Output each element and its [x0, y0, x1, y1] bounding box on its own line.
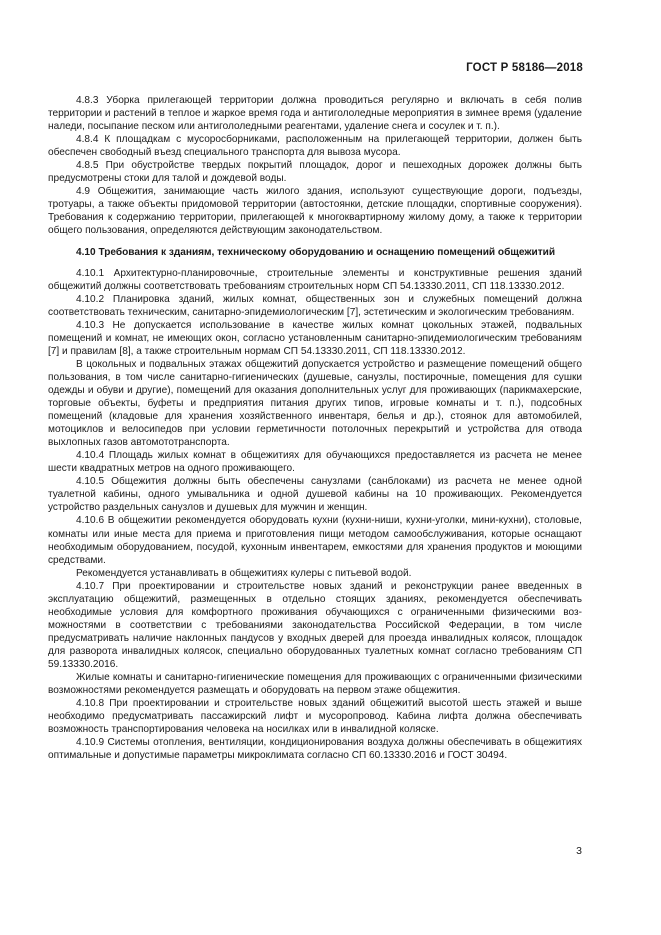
- paragraph-4-10-1: 4.10.1 Архитектурно-планировочные, строительные элементы и конструктивные решения зданий общежитий должны соответствовать требованиям строительных норм СП 54.13330.2011, СП 118.13330.2012.: [48, 267, 582, 292]
- paragraph-4-10-6: 4.10.6 В общежитии рекомендуется оборудовать кухни (кухни-ниши, кухни-уголки, мини-кухни), столовые, комнаты или иные места для приема и приготовления пищи методом самообслуживания, которые оснащают необходимым оборудованием, посудой, кухонным инвентарем, емкостями для хранения продуктов и моющими средствами.: [48, 515, 582, 566]
- paragraph-4-9: 4.9 Общежития, занимающие часть жилого здания, используют существующие дороги, подъезды, тротуары, а также объекты придомовой территории (автостоянки, детские площадки, спортивные сооружения). Требования к содержанию территории, прилегающей к многоквартирному жилому дому, а также к территории общего пользования, определяются действующим законодательством.: [48, 186, 582, 237]
- paragraph-4-10-2: 4.10.2 Планировка зданий, жилых комнат, общественных зон и служебных помещений должна соответствовать техническим, санитарно-эпидемиологическим [7], эстетическим и экологическим требованиям.: [48, 293, 582, 318]
- paragraph-basement-rooms: В цокольных и подвальных этажах общежитий допускается устройство и размещение помещений общего пользования, в том числе санитарно-гигиенических (душевые, санузлы, постирочные, помещения для сушки одежды и обуви и другие), помещений для оказания дополнительных услуг для проживающих (парикмахерские, торговые объекты, буфеты и предприятия питания других типов, игровые комнаты и т. п.), подсобных помещений (кладовые для хранения хозяйственного инвентаря, белья и др.), стоянок для автомобилей, мотоциклов и велосипедов при условии герметичности потолочных перекрытий и устройства для отвода выхлопных газов автомототранспорта.: [48, 358, 582, 449]
- paragraph-4-8-3: 4.8.3 Уборка прилегающей территории должна проводиться регулярно и включать в себя полив территории и растений в теплое и жаркое время года и антигололедные мероприятия в зимнее время (удаление наледи, посыпание песком или антигололедными реагентами, удаление снега и сосулек и т. п.).: [48, 95, 582, 133]
- paragraph-4-10-8: 4.10.8 При проектировании и строительстве новых зданий общежитий высотой шесть этажей и выше необходимо предусматривать пассажирский лифт и мусоропровод. Кабина лифта должна обеспечивать возможность транспортирования человека на носилках или в инвалидной коляске.: [48, 698, 582, 736]
- document-header-id: ГОСТ Р 58186—2018: [466, 62, 583, 74]
- document-body: [48, 94, 582, 762]
- paragraph-4-10-4: 4.10.4 Площадь жилых комнат в общежитиях для обучающихся предоставляется из расчета не менее шести квадратных метров на одного проживающего.: [48, 450, 582, 475]
- paragraph-4-10-7: 4.10.7 При проектировании и строительстве новых зданий и реконструкции ранее введенных в эксплуатацию общежитий, размещенных в отдельно стоящих зданиях, рекомендуется обеспечивать необходимые условия для комфортного проживания обучающихся с ограниченными физическими возможностями в соответствии с требованиями законодательства Российской Федерации, в том числе предусматривать наличие наклонных пандусов у входных дверей для проезда инвалидных колясок, площадок для разворота инвалидных колясок, специально оборудованных туалетных комнат согласно требованиям СП 59.13330.2016.: [48, 580, 582, 670]
- paragraph-accessible-rooms: Жилые комнаты и санитарно-гигиенические помещения для проживающих с ограниченными физическими возможностями рекомендуется размещать и оборудовать на первом этаже общежития.: [48, 672, 582, 697]
- section-heading-4-10: 4.10 Требования к зданиям, техническому оборудованию и оснащению помещений общежитий: [76, 246, 556, 258]
- paragraph-4-10-3: 4.10.3 Не допускается использование в качестве жилых комнат цокольных этажей, подвальных помещений и комнат, не имеющих окон, согласно установленным санитарно-эпидемиологическим требованиям [7] и правилам [8], а также строительным нормам СП 54.13330.2011, СП 118.13330.2012.: [48, 319, 582, 357]
- page-number: 3: [576, 845, 582, 857]
- paragraph-4-10-9: 4.10.9 Системы отопления, вентиляции, кондиционирования воздуха должны обеспечивать в общежитиях оптимальные и допустимые параметры микроклимата согласно СП 60.13330.2016 и ГОСТ 30494.: [48, 737, 582, 762]
- paragraph-4-8-4: 4.8.4 К площадкам с мусоросборниками, расположенным на прилегающей территории, должен быть обеспечен свободный въезд специального транспорта для вывоза мусора.: [48, 134, 582, 159]
- paragraph-coolers: Рекомендуется устанавливать в общежитиях кулеры с питьевой водой.: [76, 567, 412, 579]
- paragraph-4-10-5: 4.10.5 Общежития должны быть обеспечены санузлами (санблоками) из расчета не менее одной туалетной кабины, одного умывальника и одной душевой кабины на 10 проживающих. Рекомендуется устройство раздельных санузлов и душевых для мужчин и женщин.: [48, 476, 582, 514]
- paragraph-4-8-5: 4.8.5 При обустройстве твердых покрытий площадок, дорог и пешеходных дорожек должны быть предусмотрены стоки для талой и дождевой воды.: [48, 160, 582, 185]
